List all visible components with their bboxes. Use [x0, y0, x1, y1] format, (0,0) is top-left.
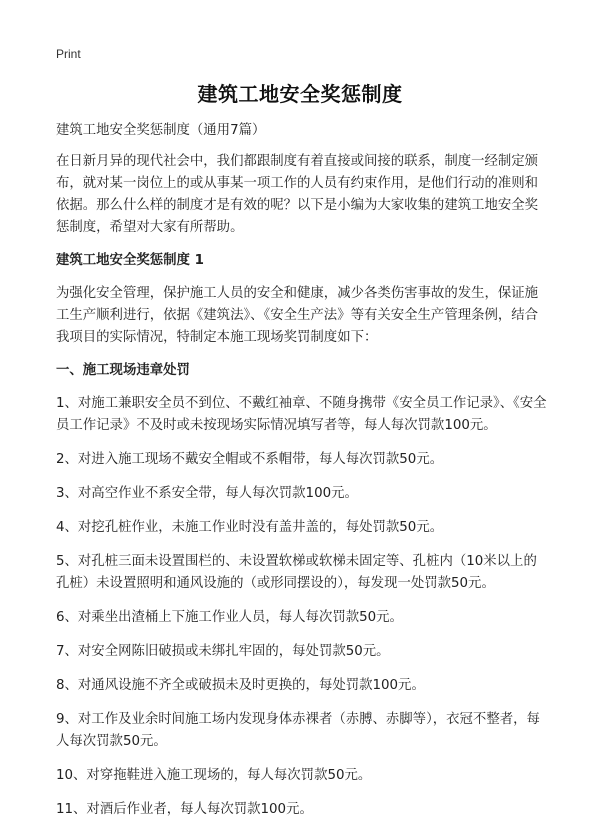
document-body: [56, 120, 550, 833]
document-subtitle: 建筑工地安全奖惩制度（通用7篇）: [56, 123, 266, 138]
list-item: 10、对穿拖鞋进入施工现场的，每人每次罚款50元。: [56, 768, 372, 783]
list-item: 3、对高空作业不系安全带，每人每次罚款100元。: [56, 486, 358, 501]
list-item: 2、对进入施工现场不戴安全帽或不系帽带，每人每次罚款50元。: [56, 452, 444, 467]
list-item: 8、对通风设施不齐全或破损未及时更换的，每处罚款100元。: [56, 678, 425, 693]
section-heading: 建筑工地安全奖惩制度 1: [56, 253, 204, 268]
section-paragraph: 为强化安全管理，保护施工人员的安全和健康，减少各类伤害事故的发生，保证施工生产顺利进行，依据《建筑法》、《安全生产法》等有关安全生产管理条例，结合我项目的实际情况，特制定本施工现场奖罚制度如下：: [56, 286, 539, 345]
list-item: 7、对安全网陈旧破损或未绑扎牢固的，每处罚款50元。: [56, 644, 390, 659]
list-item: 9、对工作及业余时间施工场内发现身体赤裸者（赤膊、赤脚等），衣冠不整者，每人每次罚款50元。: [56, 712, 540, 749]
list-item: 6、对乘坐出渣桶上下施工作业人员，每人每次罚款50元。: [56, 610, 403, 625]
subsection-heading: 一、施工现场违章处罚: [56, 363, 190, 378]
list-item: 4、对挖孔桩作业，未施工作业时没有盖井盖的，每处罚款50元。: [56, 520, 444, 535]
page-title: 建筑工地安全奖惩制度: [197, 82, 403, 106]
list-item: 11、对酒后作业者，每人每次罚款100元。: [56, 802, 313, 817]
list-item: 5、对孔桩三面未设置围栏的、未设置软梯或软梯未固定等、孔桩内（10米以上的孔桩）未设置照明和通风设施的（或形同摆设的），每发现一处罚款50元。: [56, 554, 537, 591]
print-link[interactable]: Print: [56, 47, 81, 61]
list-item: 1、对施工兼职安全员不到位、不戴红袖章、不随身携带《安全员工作记录》、《安全员工作记录》不及时或未按现场实际情况填写者等，每人每次罚款100元。: [56, 396, 547, 433]
intro-paragraph: 在日新月异的现代社会中，我们都跟制度有着直接或间接的联系，制度一经制定颁布，就对某一岗位上的或从事某一项工作的人员有约束作用，是他们行动的准则和依据。那么什么样的制度才是有效的呢？以下是小编为大家收集的建筑工地安全奖惩制度，希望对大家有所帮助。: [56, 154, 539, 235]
